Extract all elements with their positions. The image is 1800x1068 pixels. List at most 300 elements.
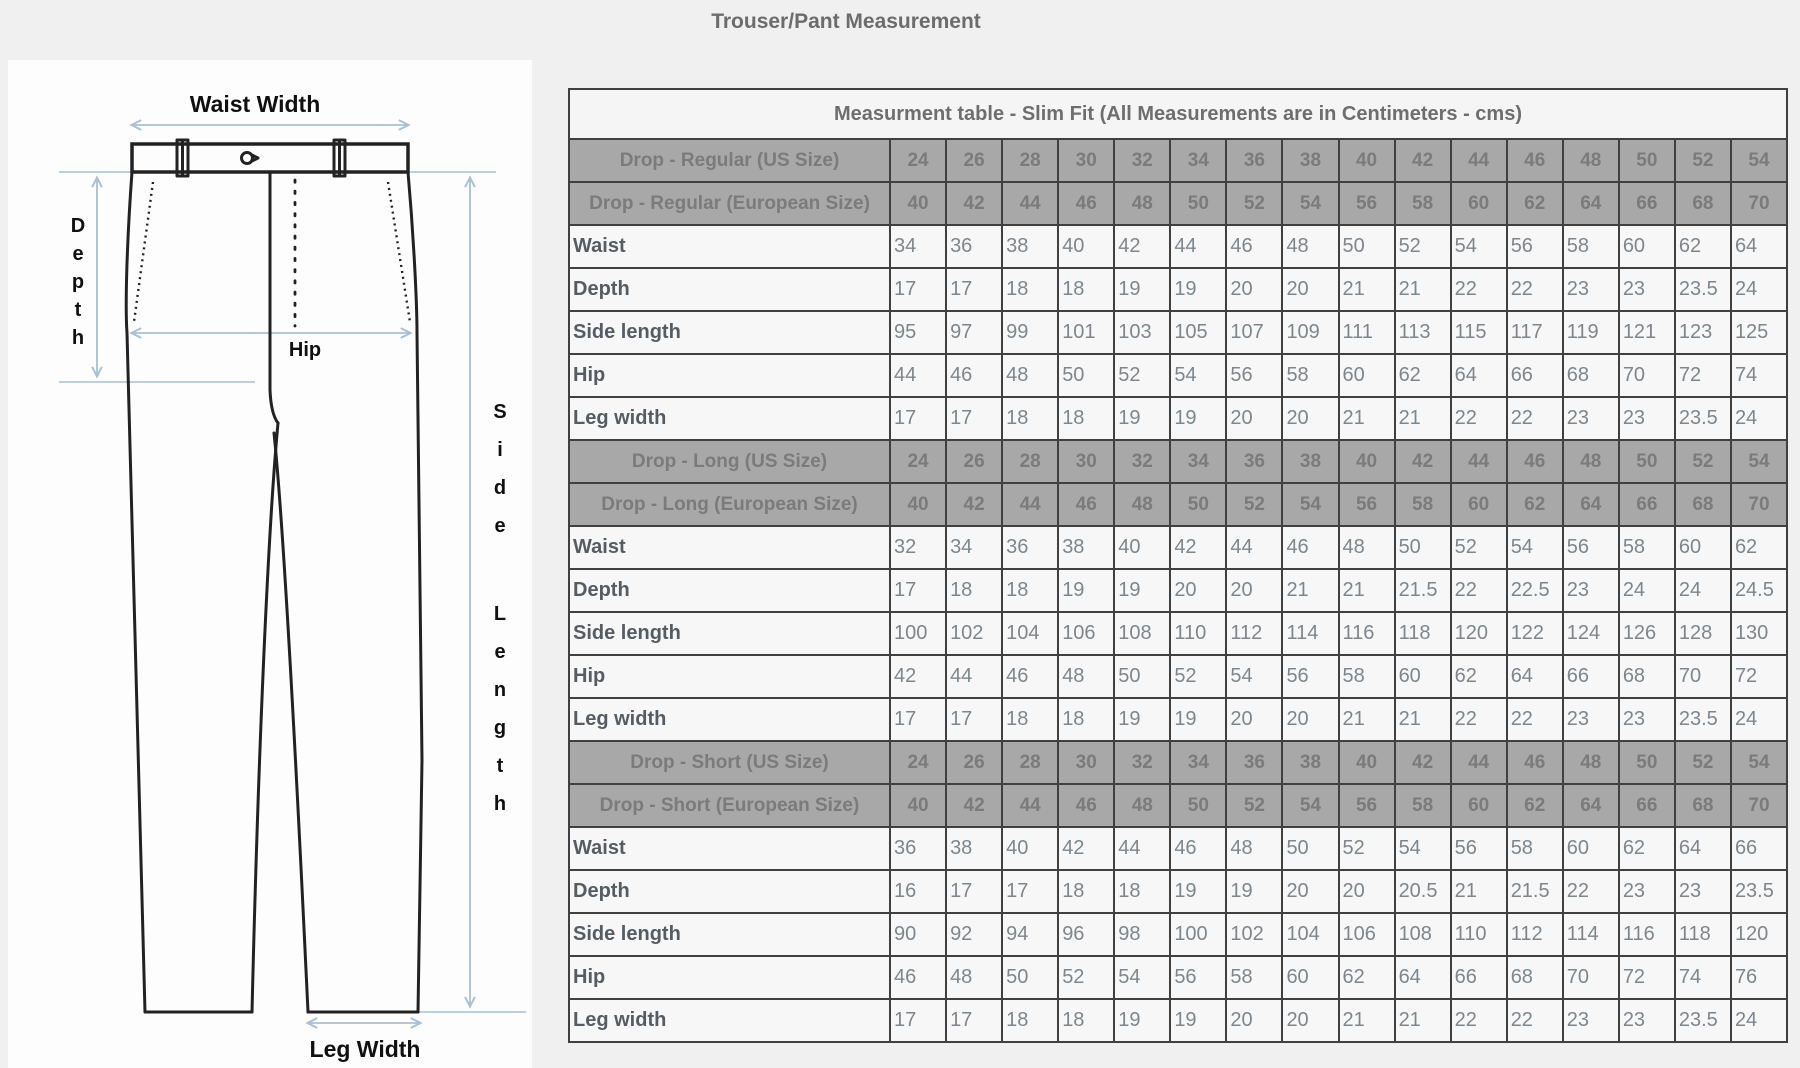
size-header-cell: 58 <box>1395 182 1451 225</box>
measurement-value-cell: 95 <box>890 311 946 354</box>
measurement-value-cell: 19 <box>1170 397 1226 440</box>
measurement-value-cell: 23 <box>1619 397 1675 440</box>
measurement-value-cell: 62 <box>1619 827 1675 870</box>
waist-width-label: Waist Width <box>189 91 321 117</box>
measurement-value-cell: 18 <box>1002 999 1058 1042</box>
measurement-value-cell: 62 <box>1731 526 1787 569</box>
measurement-value-cell: 50 <box>1339 225 1395 268</box>
size-header-cell: 66 <box>1619 784 1675 827</box>
measurement-value-cell: 70 <box>1619 354 1675 397</box>
size-header-cell: 54 <box>1282 784 1338 827</box>
measurement-value-cell: 20 <box>1282 999 1338 1042</box>
row-label: Waist <box>569 827 890 870</box>
depth-label: D e p t h <box>70 215 86 349</box>
left-leg-outer-seam <box>126 172 145 1012</box>
trouser-diagram <box>8 60 532 1068</box>
size-header-cell: 60 <box>1451 182 1507 225</box>
size-header-cell: 68 <box>1675 182 1731 225</box>
measurement-row <box>569 956 1787 999</box>
hip-label: Hip <box>288 339 322 361</box>
measurement-value-cell: 54 <box>1395 827 1451 870</box>
measurement-value-cell: 23 <box>1563 397 1619 440</box>
measurement-value-cell: 34 <box>946 526 1002 569</box>
measurement-value-cell: 62 <box>1675 225 1731 268</box>
row-label: Depth <box>569 268 890 311</box>
measurement-value-cell: 113 <box>1395 311 1451 354</box>
measurement-value-cell: 46 <box>946 354 1002 397</box>
eu-size-header-row <box>569 784 1787 827</box>
row-label: Leg width <box>569 698 890 741</box>
measurement-value-cell: 23 <box>1563 569 1619 612</box>
size-header-cell: 34 <box>1170 741 1226 784</box>
measurement-value-cell: 23 <box>1563 999 1619 1042</box>
measurement-value-cell: 70 <box>1563 956 1619 999</box>
measurement-value-cell: 109 <box>1282 311 1338 354</box>
measurement-value-cell: 66 <box>1731 827 1787 870</box>
measurement-value-cell: 38 <box>1002 225 1058 268</box>
size-header-cell: 60 <box>1451 784 1507 827</box>
measurement-value-cell: 24.5 <box>1731 569 1787 612</box>
measurement-value-cell: 54 <box>1451 225 1507 268</box>
measurement-value-cell: 44 <box>1170 225 1226 268</box>
size-header-cell: 38 <box>1282 440 1338 483</box>
measurement-value-cell: 118 <box>1675 913 1731 956</box>
size-header-cell: 48 <box>1563 440 1619 483</box>
us-size-header-row <box>569 741 1787 784</box>
measurement-value-cell: 100 <box>890 612 946 655</box>
measurement-value-cell: 21 <box>1339 698 1395 741</box>
row-label: Leg width <box>569 397 890 440</box>
measurement-value-cell: 21 <box>1339 397 1395 440</box>
size-header-cell: 70 <box>1731 182 1787 225</box>
measurement-value-cell: 21 <box>1339 569 1395 612</box>
measurement-value-cell: 64 <box>1395 956 1451 999</box>
size-header-cell: 68 <box>1675 483 1731 526</box>
measurement-value-cell: 52 <box>1058 956 1114 999</box>
size-header-cell: 48 <box>1114 182 1170 225</box>
trouser-diagram-svg <box>8 60 532 1068</box>
row-label: Depth <box>569 569 890 612</box>
measurement-value-cell: 60 <box>1563 827 1619 870</box>
row-label: Depth <box>569 870 890 913</box>
measurement-value-cell: 24 <box>1731 698 1787 741</box>
measurement-row <box>569 655 1787 698</box>
measurement-value-cell: 19 <box>1170 268 1226 311</box>
measurement-value-cell: 56 <box>1170 956 1226 999</box>
measurement-value-cell: 114 <box>1563 913 1619 956</box>
size-header-cell: 40 <box>1339 139 1395 182</box>
size-header-cell: 46 <box>1507 139 1563 182</box>
measurement-value-cell: 21 <box>1339 268 1395 311</box>
size-header-cell: 28 <box>1002 139 1058 182</box>
measurement-value-cell: 19 <box>1170 870 1226 913</box>
measurement-value-cell: 21 <box>1451 870 1507 913</box>
measurement-value-cell: 46 <box>1170 827 1226 870</box>
measurement-value-cell: 22 <box>1563 870 1619 913</box>
measurement-value-cell: 52 <box>1114 354 1170 397</box>
row-label: Leg width <box>569 999 890 1042</box>
size-header-cell: 70 <box>1731 483 1787 526</box>
measurement-value-cell: 64 <box>1675 827 1731 870</box>
measurement-value-cell: 20 <box>1170 569 1226 612</box>
size-header-cell: 54 <box>1282 182 1338 225</box>
size-header-cell: 44 <box>1002 784 1058 827</box>
us-size-header-row <box>569 139 1787 182</box>
size-header-cell: 52 <box>1675 741 1731 784</box>
measurement-value-cell: 17 <box>946 999 1002 1042</box>
measurement-value-cell: 18 <box>1002 569 1058 612</box>
measurement-value-cell: 124 <box>1563 612 1619 655</box>
row-label: Drop - Short (European Size) <box>569 784 890 827</box>
measurement-value-cell: 50 <box>1114 655 1170 698</box>
measurement-value-cell: 62 <box>1395 354 1451 397</box>
measurement-row <box>569 311 1787 354</box>
size-header-cell: 70 <box>1731 784 1787 827</box>
measurement-value-cell: 50 <box>1395 526 1451 569</box>
measurement-row <box>569 827 1787 870</box>
size-header-cell: 50 <box>1619 440 1675 483</box>
measurement-value-cell: 102 <box>946 612 1002 655</box>
measurement-value-cell: 18 <box>1114 870 1170 913</box>
size-header-cell: 44 <box>1002 182 1058 225</box>
measurement-value-cell: 21.5 <box>1507 870 1563 913</box>
size-header-cell: 40 <box>890 483 946 526</box>
measurement-value-cell: 126 <box>1619 612 1675 655</box>
measurement-value-cell: 17 <box>890 999 946 1042</box>
row-label: Drop - Long (European Size) <box>569 483 890 526</box>
measurement-value-cell: 68 <box>1619 655 1675 698</box>
measurement-value-cell: 17 <box>946 397 1002 440</box>
measurement-value-cell: 115 <box>1451 311 1507 354</box>
size-header-cell: 26 <box>946 440 1002 483</box>
measurement-value-cell: 104 <box>1002 612 1058 655</box>
measurement-value-cell: 99 <box>1002 311 1058 354</box>
size-header-cell: 32 <box>1114 440 1170 483</box>
measurement-value-cell: 58 <box>1339 655 1395 698</box>
measurement-value-cell: 22 <box>1507 999 1563 1042</box>
measurement-value-cell: 50 <box>1282 827 1338 870</box>
measurement-value-cell: 42 <box>1170 526 1226 569</box>
measurement-value-cell: 56 <box>1563 526 1619 569</box>
measurement-value-cell: 102 <box>1226 913 1282 956</box>
measurement-value-cell: 106 <box>1339 913 1395 956</box>
measurement-value-cell: 58 <box>1619 526 1675 569</box>
measurement-value-cell: 54 <box>1507 526 1563 569</box>
measurement-value-cell: 23 <box>1619 698 1675 741</box>
measurement-value-cell: 34 <box>890 225 946 268</box>
measurement-value-cell: 20 <box>1339 870 1395 913</box>
measurement-value-cell: 18 <box>1058 870 1114 913</box>
size-header-cell: 44 <box>1451 440 1507 483</box>
left-pocket-stitch <box>134 182 153 322</box>
measurement-value-cell: 60 <box>1282 956 1338 999</box>
size-header-cell: 24 <box>890 440 946 483</box>
measurement-value-cell: 54 <box>1226 655 1282 698</box>
row-label: Side length <box>569 311 890 354</box>
measurement-value-cell: 48 <box>1282 225 1338 268</box>
right-leg-outer-seam <box>408 172 422 1012</box>
size-header-cell: 64 <box>1563 182 1619 225</box>
size-header-cell: 60 <box>1451 483 1507 526</box>
measurement-value-cell: 56 <box>1282 655 1338 698</box>
size-header-cell: 32 <box>1114 741 1170 784</box>
measurement-value-cell: 125 <box>1731 311 1787 354</box>
measurement-value-cell: 108 <box>1114 612 1170 655</box>
measurement-value-cell: 101 <box>1058 311 1114 354</box>
measurement-value-cell: 24 <box>1619 569 1675 612</box>
measurement-value-cell: 66 <box>1507 354 1563 397</box>
size-header-cell: 42 <box>1395 440 1451 483</box>
measurement-value-cell: 17 <box>890 268 946 311</box>
measurement-row <box>569 612 1787 655</box>
measurement-value-cell: 76 <box>1731 956 1787 999</box>
measurement-value-cell: 20 <box>1226 999 1282 1042</box>
measurement-value-cell: 96 <box>1058 913 1114 956</box>
measurement-value-cell: 21 <box>1339 999 1395 1042</box>
measurement-value-cell: 58 <box>1563 225 1619 268</box>
row-label: Side length <box>569 913 890 956</box>
measurement-value-cell: 23.5 <box>1731 870 1787 913</box>
measurement-value-cell: 50 <box>1002 956 1058 999</box>
measurement-value-cell: 19 <box>1114 698 1170 741</box>
measurement-value-cell: 22 <box>1451 397 1507 440</box>
right-pocket-stitch <box>388 182 410 322</box>
measurement-value-cell: 38 <box>1058 526 1114 569</box>
measurement-value-cell: 18 <box>1058 397 1114 440</box>
size-header-cell: 54 <box>1731 440 1787 483</box>
size-header-cell: 48 <box>1563 741 1619 784</box>
measurement-row <box>569 397 1787 440</box>
measurement-value-cell: 68 <box>1563 354 1619 397</box>
size-header-cell: 44 <box>1451 139 1507 182</box>
size-header-cell: 40 <box>1339 440 1395 483</box>
measurement-value-cell: 21 <box>1395 698 1451 741</box>
measurement-value-cell: 104 <box>1282 913 1338 956</box>
size-header-cell: 44 <box>1002 483 1058 526</box>
eu-size-header-row <box>569 483 1787 526</box>
measurement-value-cell: 44 <box>890 354 946 397</box>
size-header-cell: 50 <box>1170 784 1226 827</box>
size-header-cell: 42 <box>946 182 1002 225</box>
measurement-value-cell: 18 <box>1002 268 1058 311</box>
measurement-value-cell: 17 <box>946 268 1002 311</box>
measurement-value-cell: 46 <box>1002 655 1058 698</box>
measurement-value-cell: 18 <box>1058 698 1114 741</box>
measurement-value-cell: 42 <box>890 655 946 698</box>
measurement-value-cell: 23.5 <box>1675 698 1731 741</box>
measurement-value-cell: 20 <box>1226 268 1282 311</box>
measurement-row <box>569 569 1787 612</box>
measurement-table-container <box>568 88 1788 1043</box>
size-header-cell: 50 <box>1170 483 1226 526</box>
measurement-value-cell: 110 <box>1451 913 1507 956</box>
size-header-cell: 46 <box>1058 182 1114 225</box>
measurement-value-cell: 58 <box>1226 956 1282 999</box>
measurement-row <box>569 526 1787 569</box>
size-header-cell: 34 <box>1170 440 1226 483</box>
row-label: Side length <box>569 612 890 655</box>
measurement-value-cell: 24 <box>1731 268 1787 311</box>
measurement-value-cell: 54 <box>1170 354 1226 397</box>
measurement-value-cell: 130 <box>1731 612 1787 655</box>
size-header-cell: 46 <box>1507 741 1563 784</box>
measurement-value-cell: 21 <box>1395 268 1451 311</box>
measurement-value-cell: 64 <box>1507 655 1563 698</box>
measurement-value-cell: 52 <box>1451 526 1507 569</box>
measurement-value-cell: 46 <box>1282 526 1338 569</box>
measurement-value-cell: 21 <box>1395 397 1451 440</box>
measurement-value-cell: 62 <box>1451 655 1507 698</box>
measurement-value-cell: 60 <box>1675 526 1731 569</box>
size-table-body <box>569 89 1787 1042</box>
measurement-value-cell: 18 <box>1002 397 1058 440</box>
measurement-value-cell: 44 <box>946 655 1002 698</box>
size-header-cell: 28 <box>1002 741 1058 784</box>
size-header-cell: 50 <box>1619 139 1675 182</box>
measurement-value-cell: 120 <box>1451 612 1507 655</box>
measurement-value-cell: 74 <box>1731 354 1787 397</box>
measurement-value-cell: 50 <box>1058 354 1114 397</box>
measurement-value-cell: 121 <box>1619 311 1675 354</box>
measurement-value-cell: 24 <box>1731 397 1787 440</box>
measurement-value-cell: 106 <box>1058 612 1114 655</box>
page-title: Trouser/Pant Measurement <box>711 10 981 33</box>
measurement-value-cell: 56 <box>1226 354 1282 397</box>
measurement-value-cell: 23 <box>1675 870 1731 913</box>
measurement-value-cell: 48 <box>946 956 1002 999</box>
measurement-value-cell: 19 <box>1170 698 1226 741</box>
measurement-value-cell: 54 <box>1114 956 1170 999</box>
size-header-cell: 28 <box>1002 440 1058 483</box>
measurement-value-cell: 22 <box>1451 698 1507 741</box>
measurement-value-cell: 48 <box>1226 827 1282 870</box>
measurement-value-cell: 20.5 <box>1395 870 1451 913</box>
measurement-value-cell: 40 <box>1114 526 1170 569</box>
size-header-cell: 62 <box>1507 483 1563 526</box>
size-header-cell: 40 <box>1339 741 1395 784</box>
measurement-value-cell: 23 <box>1619 999 1675 1042</box>
size-header-cell: 42 <box>1395 741 1451 784</box>
measurement-value-cell: 119 <box>1563 311 1619 354</box>
measurement-value-cell: 24 <box>1675 569 1731 612</box>
row-label: Drop - Short (US Size) <box>569 741 890 784</box>
right-leg-inner-seam <box>274 433 308 1012</box>
size-header-cell: 66 <box>1619 483 1675 526</box>
measurement-row <box>569 999 1787 1042</box>
measurement-value-cell: 62 <box>1339 956 1395 999</box>
measurement-value-cell: 66 <box>1451 956 1507 999</box>
size-header-cell: 36 <box>1226 741 1282 784</box>
measurement-value-cell: 19 <box>1114 268 1170 311</box>
size-header-cell: 52 <box>1675 139 1731 182</box>
left-leg-inner-seam <box>252 423 278 1012</box>
size-header-cell: 64 <box>1563 483 1619 526</box>
measurement-value-cell: 36 <box>890 827 946 870</box>
measurement-value-cell: 19 <box>1170 999 1226 1042</box>
size-header-cell: 58 <box>1395 483 1451 526</box>
fly-line <box>270 172 278 423</box>
size-header-cell: 48 <box>1114 784 1170 827</box>
size-header-cell: 66 <box>1619 182 1675 225</box>
size-header-cell: 50 <box>1619 741 1675 784</box>
measurement-value-cell: 18 <box>1002 698 1058 741</box>
measurement-value-cell: 98 <box>1114 913 1170 956</box>
measurement-value-cell: 97 <box>946 311 1002 354</box>
size-header-cell: 54 <box>1731 139 1787 182</box>
row-label: Waist <box>569 225 890 268</box>
measurement-value-cell: 68 <box>1507 956 1563 999</box>
measurement-value-cell: 23.5 <box>1675 999 1731 1042</box>
size-header-cell: 64 <box>1563 784 1619 827</box>
measurement-row <box>569 268 1787 311</box>
measurement-value-cell: 20 <box>1282 870 1338 913</box>
measurement-value-cell: 60 <box>1619 225 1675 268</box>
measurement-value-cell: 52 <box>1339 827 1395 870</box>
measurement-value-cell: 44 <box>1114 827 1170 870</box>
size-header-cell: 38 <box>1282 741 1338 784</box>
measurement-value-cell: 66 <box>1563 655 1619 698</box>
size-header-cell: 62 <box>1507 182 1563 225</box>
measurement-value-cell: 108 <box>1395 913 1451 956</box>
measurement-value-cell: 100 <box>1170 913 1226 956</box>
measurement-value-cell: 17 <box>946 698 1002 741</box>
measurement-value-cell: 112 <box>1226 612 1282 655</box>
eu-size-header-row <box>569 182 1787 225</box>
measurement-value-cell: 103 <box>1114 311 1170 354</box>
size-header-cell: 40 <box>890 784 946 827</box>
measurement-value-cell: 22 <box>1451 268 1507 311</box>
measurement-value-cell: 123 <box>1675 311 1731 354</box>
size-header-cell: 30 <box>1058 741 1114 784</box>
measurement-value-cell: 46 <box>890 956 946 999</box>
measurement-value-cell: 110 <box>1170 612 1226 655</box>
measurement-value-cell: 107 <box>1226 311 1282 354</box>
size-header-cell: 52 <box>1675 440 1731 483</box>
size-header-cell: 42 <box>946 483 1002 526</box>
size-header-cell: 42 <box>946 784 1002 827</box>
table-title: Measurment table - Slim Fit (All Measurements are in Centimeters - cms) <box>569 89 1787 139</box>
measurement-value-cell: 23.5 <box>1675 268 1731 311</box>
measurement-row <box>569 870 1787 913</box>
table-title-row <box>569 89 1787 139</box>
measurement-value-cell: 56 <box>1507 225 1563 268</box>
measurement-value-cell: 70 <box>1675 655 1731 698</box>
size-header-cell: 34 <box>1170 139 1226 182</box>
measurement-value-cell: 22 <box>1507 268 1563 311</box>
size-header-cell: 30 <box>1058 139 1114 182</box>
measurement-value-cell: 60 <box>1339 354 1395 397</box>
size-header-cell: 68 <box>1675 784 1731 827</box>
size-header-cell: 48 <box>1563 139 1619 182</box>
measurement-value-cell: 19 <box>1114 999 1170 1042</box>
measurement-value-cell: 18 <box>1058 268 1114 311</box>
measurement-value-cell: 90 <box>890 913 946 956</box>
measurement-value-cell: 23 <box>1619 268 1675 311</box>
measurement-value-cell: 40 <box>1058 225 1114 268</box>
measurement-value-cell: 16 <box>890 870 946 913</box>
measurement-row <box>569 698 1787 741</box>
measurement-value-cell: 122 <box>1507 612 1563 655</box>
side-length-label: S i d e L e n g t h <box>493 401 507 815</box>
size-header-cell: 30 <box>1058 440 1114 483</box>
size-header-cell: 42 <box>1395 139 1451 182</box>
measurement-value-cell: 17 <box>1002 870 1058 913</box>
row-label: Hip <box>569 956 890 999</box>
measurement-row <box>569 913 1787 956</box>
size-header-cell: 56 <box>1339 784 1395 827</box>
size-header-cell: 26 <box>946 139 1002 182</box>
measurement-value-cell: 17 <box>890 698 946 741</box>
